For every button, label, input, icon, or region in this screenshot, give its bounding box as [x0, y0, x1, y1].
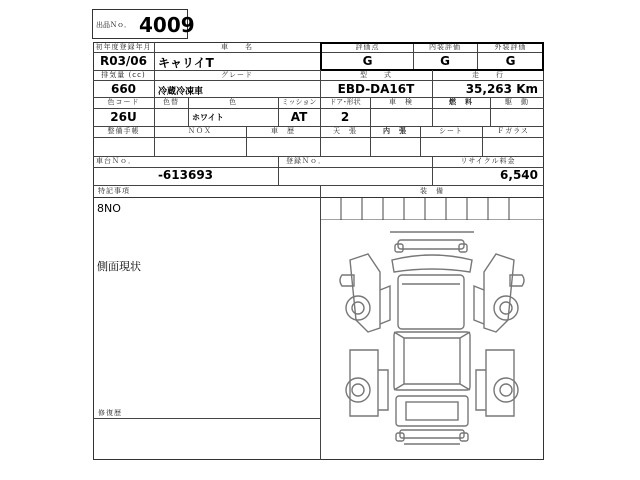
ceiling-label: 天 張	[333, 127, 357, 135]
first-registration: R03/06	[99, 54, 148, 68]
model-label: 型 式	[360, 71, 392, 79]
model: EBD-DA16T	[337, 82, 415, 96]
listing-number-box	[92, 9, 195, 39]
chassis-number: -613693	[157, 168, 214, 182]
interior-rating: G	[440, 54, 450, 68]
special-notes-text: 8NO	[97, 202, 121, 215]
listing-number: 4009	[139, 13, 195, 37]
drive-label: 駆 動	[505, 98, 529, 106]
history-label: 車 歴	[271, 127, 295, 135]
displacement: 660	[110, 82, 137, 96]
grade-label: グレード	[221, 71, 253, 79]
front-glass-label: Ｆガラス	[497, 127, 529, 135]
repair-history-label: 修復歴	[98, 409, 122, 417]
car-name: キャリイT	[158, 56, 214, 70]
exterior-rating: G	[505, 54, 516, 68]
listing-number-label: 出品Ｎｏ．	[96, 21, 131, 29]
maintenance-record-label: 整備手帳	[107, 127, 140, 135]
inspection-label: 車 検	[389, 98, 413, 106]
chassis-number-label: 車台Ｎｏ．	[96, 157, 136, 165]
color: ホワイト	[192, 113, 224, 122]
rating: G	[362, 54, 373, 68]
car-outline-icon	[320, 220, 544, 460]
equipment-label: 装 備	[420, 187, 444, 195]
color-label: 色	[229, 98, 237, 106]
side-condition-label: 側面現状	[97, 260, 141, 273]
color-change-label: 色替	[163, 98, 179, 106]
recycle-fee: 6,540	[500, 168, 538, 182]
nox-label: ＮＯＸ	[188, 127, 212, 135]
exterior-rating-label: 外装評価	[494, 43, 527, 51]
grade: 冷蔵冷凍車	[158, 87, 204, 97]
color-code: 26U	[110, 110, 137, 124]
equipment-checkboxes	[320, 198, 544, 220]
car-diagram	[320, 220, 544, 460]
recycle-fee-label: リサイクル料金	[460, 157, 516, 165]
mileage: 35,263 Km	[465, 82, 538, 96]
displacement-label: 排気量 (cc)	[101, 71, 146, 79]
color-code-label: 色コード	[107, 98, 140, 106]
transmission-label: ミッション	[281, 98, 317, 106]
fuel-label: 燃 料	[449, 98, 473, 106]
seat-label: シート	[439, 127, 463, 135]
special-notes-label: 特記事項	[98, 187, 130, 195]
registration-number-label: 登録Ｎｏ．	[286, 157, 326, 165]
mileage-label: 走 行	[472, 71, 504, 79]
door-shape-label: ドア･形状	[329, 98, 361, 106]
door-shape: 2	[340, 110, 350, 124]
interior-lining-label: 内 張	[383, 127, 407, 135]
interior-rating-label: 内装評価	[429, 43, 461, 51]
rating-label: 評価点	[355, 43, 380, 51]
transmission: AT	[290, 110, 308, 124]
car-name-label: 車 名	[221, 43, 253, 51]
first-registration-label: 初年度登録年月	[95, 43, 152, 51]
